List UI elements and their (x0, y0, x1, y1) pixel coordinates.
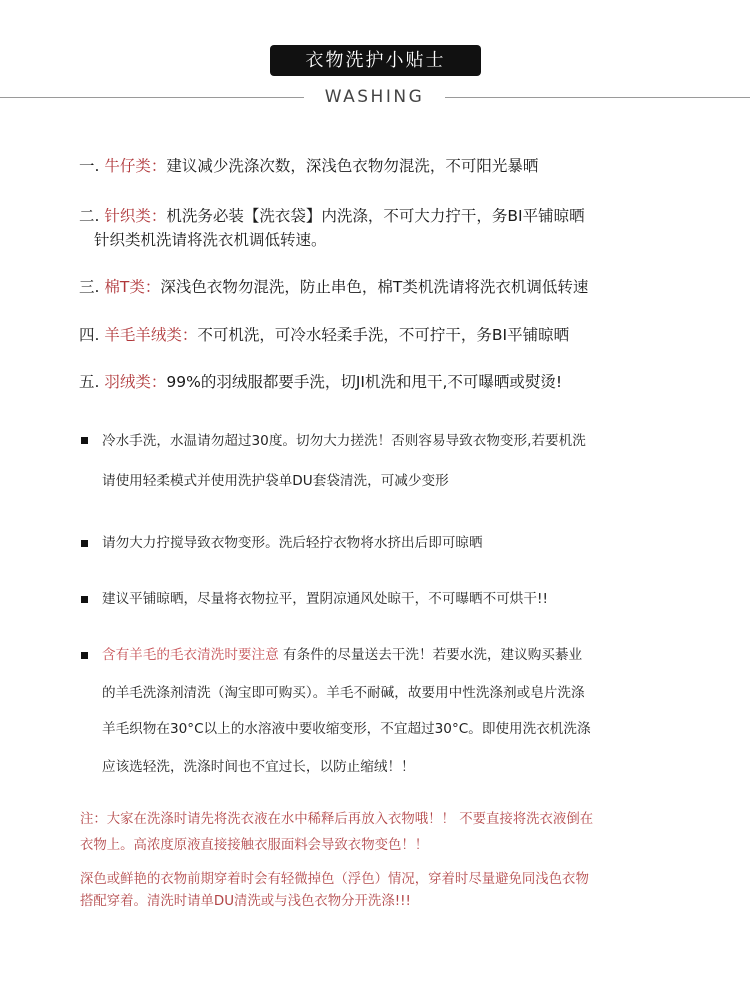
care-item-number: 三. (79, 278, 100, 296)
care-item-wool (79, 324, 569, 346)
care-item-text: 机洗务必装【洗衣袋】内洗涤，不可大力拧干，务BI平铺晾晒 (166, 207, 585, 225)
care-item-text: 深浅色衣物勿混洗，防止串色，棉T类机洗请将洗衣机调低转速 (160, 278, 589, 296)
bullet-icon (81, 596, 88, 603)
tip-line: 冷水手洗，水温请勿超过30度。切勿大力搓洗！否则容易导致衣物变形,若要机洗 (102, 433, 586, 449)
care-item-text: 99%的羽绒服都要手洗，切JI机洗和甩干,不可曝晒或熨烫! (166, 373, 563, 391)
care-item-number: 一. (79, 157, 100, 175)
tip-line: 应该选轻洗，洗涤时间也不宜过长，以防止缩绒！！ (102, 759, 415, 775)
care-item-category: 牛仔类： (104, 157, 167, 175)
care-item-category: 羽绒类： (104, 373, 167, 391)
bullet-icon (81, 540, 88, 547)
tip-line: 请使用轻柔模式并使用洗护袋单DU套袋清洗，可减少变形 (102, 473, 449, 489)
care-item-number: 二. (79, 207, 100, 225)
care-item-cotton-tee (79, 276, 588, 298)
care-item-text: 建议减少洗涤次数，深浅色衣物勿混洗，不可阳光暴晒 (166, 157, 539, 175)
care-item-knit (79, 205, 585, 227)
tip-line: 羊毛织物在30°C以上的水溶液中要收缩变形，不宜超过30°C。即使用洗衣机洗涤 (102, 721, 591, 737)
note-line: 衣物上。高浓度原液直接接触衣服面料会导致衣物变色！！ (80, 838, 429, 853)
tip-highlight: 含有羊毛的毛衣清洗时要注意 (102, 647, 279, 663)
care-item-denim (79, 155, 538, 177)
care-item-number: 五. (79, 373, 100, 391)
divider-right (445, 97, 750, 98)
tip-text: 有条件的尽量送去干洗！若要水洗，建议购买綦业 (278, 647, 583, 663)
note-line: 注：大家在洗涤时请先将洗衣液在水中稀释后再放入衣物哦！！ 不要直接将洗衣液倒在 (80, 812, 594, 827)
care-item-category: 羊毛羊绒类： (104, 326, 198, 344)
bullet-icon (81, 652, 88, 659)
care-item-down (79, 371, 562, 393)
note-line: 深色或鲜艳的衣物前期穿着时会有轻微掉色（浮色）情况，穿着时尽量避免同浅色衣物 (80, 872, 589, 887)
care-item-category: 针织类： (104, 207, 167, 225)
care-item-text: 不可机洗，可冷水轻柔手洗，不可拧干，务BI平铺晾晒 (197, 326, 570, 344)
tip-line (102, 645, 582, 665)
note-line: 搭配穿着。清洗时请单DU清洗或与浅色衣物分开洗涤!!! (80, 894, 411, 909)
tip-line: 建议平铺晾晒，尽量将衣物拉平，置阴凉通风处晾干，不可曝晒不可烘干!! (102, 591, 548, 607)
page-subtitle: WASHING (324, 87, 425, 107)
bullet-icon (81, 437, 88, 444)
care-item-number: 四. (79, 326, 100, 344)
tip-line: 请勿大力拧搅导致衣物变形。洗后轻拧衣物将水挤出后即可晾晒 (102, 535, 483, 551)
tip-line: 的羊毛洗涤剂清洗（淘宝即可购买）。羊毛不耐碱，故要用中性洗涤剂或皂片洗涤 (102, 685, 585, 701)
care-item-knit-continued: 针织类机洗请将洗衣机调低转速。 (94, 231, 327, 249)
divider-left (0, 97, 304, 98)
care-item-category: 棉T类： (104, 278, 161, 296)
page-title: 衣物洗护小贴士 (270, 45, 481, 76)
